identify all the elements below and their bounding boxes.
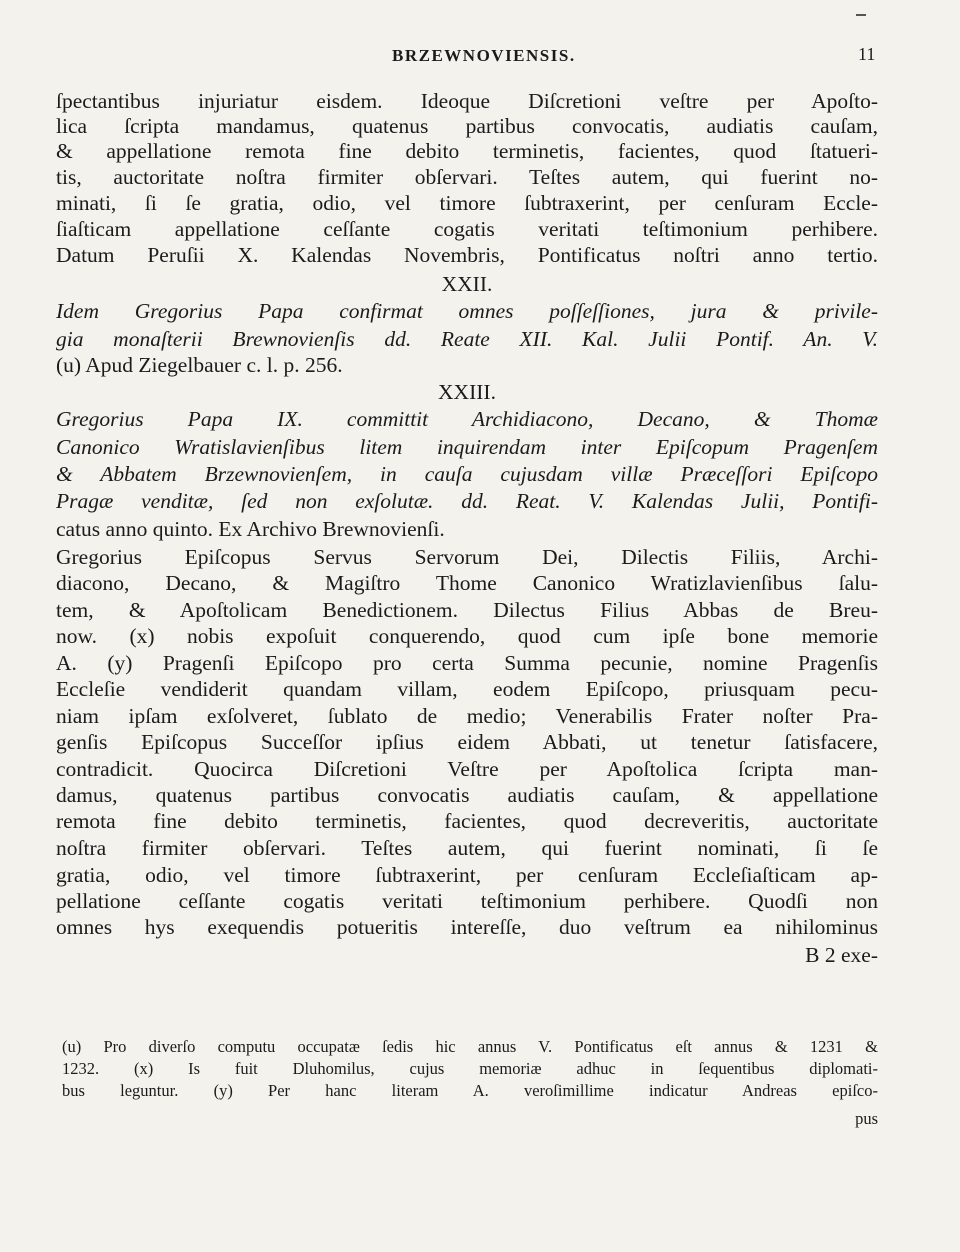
text-line: (u) Apud Ziegelbauer c. l. p. 256.	[56, 353, 343, 377]
text-line: catus anno quinto. Ex Archivo Brewnovienſi.	[56, 517, 445, 541]
text-line: Canonico Wratislavienſibus litem inquirendam inter Epiſcopum Pragenſem	[56, 435, 878, 459]
footnote-line: 1232. (x) Is fuit Dluhomilus, cujus memoriæ adhuc in ſequentibus diplomati-	[62, 1059, 878, 1078]
text-line: & Abbatem Brzewnovienſem, in cauſa cujusdam villæ Præceſſori Epiſcopo	[56, 462, 878, 486]
text-line: damus, quatenus partibus convocatis audiatis cauſam, & appellatione	[56, 783, 878, 807]
text-line: tis, auctoritate noſtra firmiter obſervari. Teſtes autem, qui fuerint no-	[56, 165, 878, 189]
text-line: Idem Gregorius Papa confirmat omnes poſſeſſiones, jura & privile-	[56, 299, 878, 323]
text-line: noſtra firmiter obſervari. Teſtes autem, qui fuerint nominati, ſi ſe	[56, 836, 878, 860]
text-line: omnes hys exequendis potueritis intereſſe, duo veſtrum ea nihilominus	[56, 915, 878, 939]
text-line: pellatione ceſſante cogatis veritati teſtimonium perhibere. Quodſi non	[56, 889, 878, 913]
text-line: diacono, Decano, & Magiſtro Thome Canonico Wratizlavienſibus ſalu-	[56, 571, 878, 595]
text-line: Datum Peruſii X. Kalendas Novembris, Pontificatus noſtri anno tertio.	[56, 243, 878, 267]
running-title: BRZEWNOVIENSIS.	[392, 46, 576, 65]
text-line: Eccleſie vendiderit quandam villam, eodem Epiſcopo, priusquam pecu-	[56, 677, 878, 701]
text-line: Gregorius Epiſcopus Servus Servorum Dei, Dilectis Filiis, Archi-	[56, 545, 878, 569]
text-line: ſiaſticam appellatione ceſſante cogatis veritati teſtimonium perhibere.	[56, 217, 878, 241]
text-line: gratia, odio, vel timore ſubtraxerint, per cenſuram Eccleſiaſticam ap-	[56, 863, 878, 887]
footnote-line: bus leguntur. (y) Per hanc literam A. veroſimillime indicatur Andreas epiſco-	[62, 1081, 878, 1100]
text-line: A. (y) Pragenſi Epiſcopo pro certa Summa pecunie, nomine Pragenſis	[56, 651, 878, 675]
text-line: Pragæ venditæ, ſed non exſolutæ. dd. Reat. V. Kalendas Julii, Pontifi-	[56, 489, 878, 513]
text-line: minati, ſi ſe gratia, odio, vel timore ſubtraxerint, per cenſuram Eccle-	[56, 191, 878, 215]
text-line: lica ſcripta mandamus, quatenus partibus convocatis, audiatis cauſam,	[56, 114, 878, 138]
page-number: 11	[858, 44, 876, 64]
text-line: & appellatione remota fine debito terminetis, facientes, quod ſtatueri-	[56, 139, 878, 163]
footnote-line: pus	[855, 1109, 878, 1128]
text-line: XXII.	[441, 272, 493, 296]
text-line: B 2 exe-	[805, 943, 878, 967]
text-line: gia monaſterii Brewnovienſis dd. Reate XII. Kal. Julii Pontif. An. V.	[56, 327, 878, 351]
text-line: XXIII.	[438, 380, 496, 404]
text-line: contradicit. Quocirca Diſcretioni Veſtre per Apoſtolica ſcripta man-	[56, 757, 878, 781]
text-line: niam ipſam exſolveret, ſublato de medio; Venerabilis Frater noſter Pra-	[56, 704, 878, 728]
text-line: genſis Epiſcopus Succeſſor ipſius eidem Abbati, ut tenetur ſatisfacere,	[56, 730, 878, 754]
corner-mark	[856, 14, 866, 16]
text-line: remota fine debito terminetis, facientes, quod decreveritis, auctoritate	[56, 809, 878, 833]
text-line: ſpectantibus injuriatur eisdem. Ideoque Diſcretioni veſtre per Apoſto-	[56, 89, 878, 113]
footnote-line: (u) Pro diverſo computu occupatæ ſedis hic annus V. Pontificatus eſt annus & 1231 &	[62, 1037, 878, 1056]
text-line: Gregorius Papa IX. committit Archidiacono, Decano, & Thomæ	[56, 407, 878, 431]
text-line: tem, & Apoſtolicam Benedictionem. Dilectus Filius Abbas de Breu-	[56, 598, 878, 622]
text-line: now. (x) nobis expoſuit conquerendo, quod cum ipſe bone memorie	[56, 624, 878, 648]
